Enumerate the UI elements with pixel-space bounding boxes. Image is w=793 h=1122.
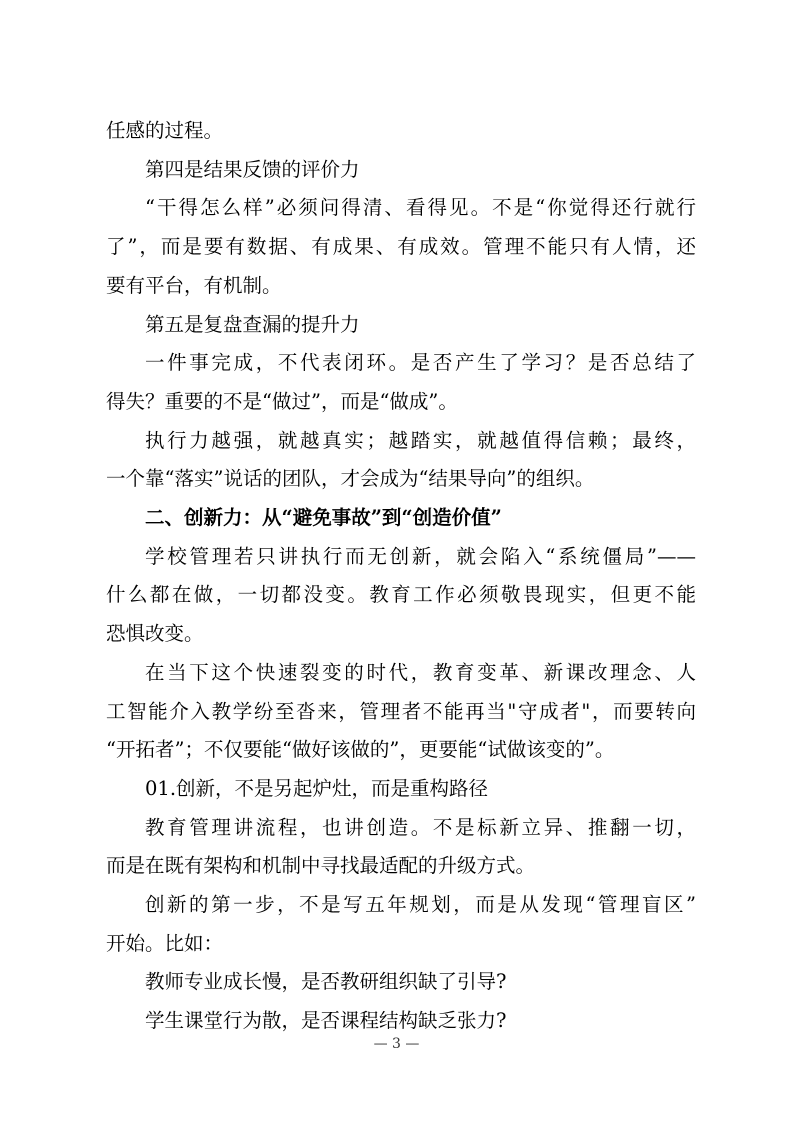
paragraph-line: 一个靠“落实”说话的团队，才会成为“结果导向”的组织。: [106, 467, 595, 491]
paragraph-line: 教育管理讲流程，也讲创造。不是标新立异、推翻一切，: [145, 815, 696, 839]
paragraph-line: 要有平台，有机制。: [106, 273, 282, 297]
page-number: — 3 —: [373, 1036, 420, 1052]
paragraph-line: 学校管理若只讲执行而无创新，就会陷入“系统僵局”——: [145, 544, 696, 568]
paragraph-line: 执行力越强，就越真实；越踏实，就越值得信赖；最终，: [145, 428, 696, 452]
paragraph-line: 而是在既有架构和机制中寻找最适配的升级方式。: [106, 854, 536, 878]
paragraph-line: 开始。比如：: [106, 931, 224, 955]
paragraph-line: 工智能介入教学纷至沓来，管理者不能再当"守成者"，而要转向: [106, 699, 696, 723]
paragraph-line: 得失？重要的不是“做过”，而是“做成”。: [106, 389, 458, 413]
subheading-line: 01.创新，不是另起炉灶，而是重构路径: [145, 776, 489, 800]
paragraph-line: 恐惧改变。: [106, 622, 204, 646]
paragraph-line: “干得怎么样”必须问得清、看得见。不是“你觉得还行就行: [145, 196, 696, 220]
paragraph-line: 在当下这个快速裂变的时代，教育变革、新课改理念、人: [145, 660, 696, 684]
paragraph-line: 教师专业成长慢，是否教研组织缺了引导?: [145, 970, 507, 994]
paragraph-line: 什么都在做，一切都没变。教育工作必须敬畏现实，但更不能: [106, 583, 696, 607]
subheading-line: 第五是复盘查漏的提升力: [145, 312, 360, 336]
section-heading: 二、创新力：从“避免事故”到“创造价值”: [145, 506, 502, 529]
paragraph-line: 创新的第一步，不是写五年规划，而是从发现“管理盲区”: [145, 893, 696, 916]
paragraph-line: 一件事完成，不代表闭环。是否产生了学习？是否总结了: [145, 351, 696, 375]
paragraph-line: 了”，而是要有数据、有成果、有成效。管理不能只有人情，还: [106, 235, 696, 259]
paragraph-line: 学生课堂行为散，是否课程结构缺乏张力?: [145, 1009, 507, 1033]
paragraph-line: “开拓者”；不仅要能“做好该做的”，更要能“试做该变的”。: [106, 738, 615, 762]
paragraph-line: 任感的过程。: [106, 119, 224, 142]
subheading-line: 第四是结果反馈的评价力: [145, 157, 360, 181]
